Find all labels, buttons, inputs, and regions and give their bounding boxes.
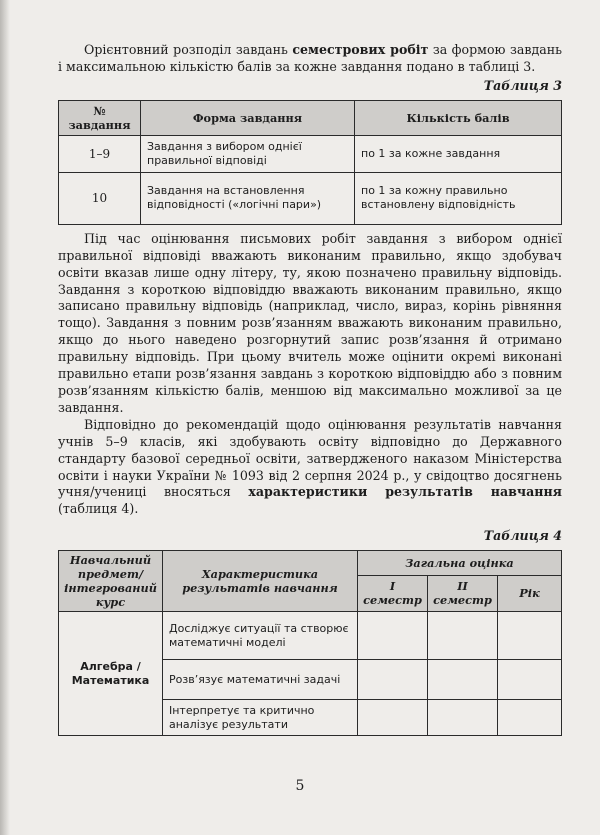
table3-cell-number: 1–9 bbox=[59, 135, 141, 172]
table-row bbox=[59, 135, 562, 172]
table4-characteristic-cell: Розв’язує математичні задачі bbox=[163, 660, 358, 700]
table3 bbox=[58, 100, 562, 225]
table4-grade-cell bbox=[358, 660, 428, 700]
table3-header-points: Кількість балів bbox=[355, 100, 562, 135]
table4-grade-cell bbox=[498, 660, 562, 700]
page-edge-shadow bbox=[0, 0, 10, 835]
paragraph-recommendations: Відповідно до рекомендацій щодо оцінювання результатів навчання учнів 5–9 класів, які здобувають освіту відповідно до Державного стандарту базової середньої освіти, затвердженого наказом Міністерства освіти і науки України № 1093 від 2 серпня 2024 р., у свідоцтво досягнень учня/учениці вносяться характеристики результатів навчання (таблиця 4). bbox=[58, 416, 562, 517]
table-row bbox=[59, 172, 562, 224]
table3-header-form: Форма завдання bbox=[141, 100, 355, 135]
paragraph-grading: Під час оцінювання письмових робіт завдання з вибором однієї правильної відповіді вважають виконаним правильно, якщо здобувач освіти вказав лише одну літеру, ту, якою позначено правильну відповідь. Завдання з короткою відповіддю вважають виконаним правильно, якщо записано правильну відповідь (наприклад, число, вираз, корінь рівняння тощо). Завдання з повним розв’язанням вважають виконаним правильно, якщо до нього наведено розгорнутий запис розв’язання й отримано правильну відповідь. При цьому вчитель може оцінити окремі виконані правильно етапи розв’язання завдань з короткою відповіддю або з повним розв’язанням кількістю балів, меншою від максимально можливої за це завдання. bbox=[58, 230, 562, 415]
table4-grade-cell bbox=[428, 612, 498, 660]
table4 bbox=[58, 550, 562, 736]
table4-characteristic-cell: Досліджує ситуації та створює математичні моделі bbox=[163, 612, 358, 660]
table4-header-subject: Навчальний предмет/ інтегрований курс bbox=[59, 551, 163, 612]
table4-grade-cell bbox=[358, 612, 428, 660]
table4-grade-cell bbox=[498, 612, 562, 660]
table4-grade-cell bbox=[358, 700, 428, 736]
table3-cell-points: по 1 за кожне завдання bbox=[355, 135, 562, 172]
document-page bbox=[58, 42, 562, 736]
table-row bbox=[59, 612, 562, 660]
table3-cell-form: Завдання з вибором однієї правильної відповіді bbox=[141, 135, 355, 172]
table4-header-sem2: II семестр bbox=[428, 575, 498, 612]
table3-cell-form: Завдання на встановлення відповідності («логічні пари») bbox=[141, 172, 355, 224]
table4-header-sem1: I семестр bbox=[358, 575, 428, 612]
table3-cell-points: по 1 за кожну правильно встановлену відповідність bbox=[355, 172, 562, 224]
table3-caption: Таблиця 3 bbox=[483, 77, 562, 93]
table4-grade-cell bbox=[428, 700, 498, 736]
table3-header-number: № завдання bbox=[59, 100, 141, 135]
table3-cell-number: 10 bbox=[59, 172, 141, 224]
intro-paragraph: Орієнтовний розподіл завдань семестрових робіт за формою завдань і максимальною кількістю балів за кожне завдання подано в таблиці 3. bbox=[58, 42, 562, 74]
table4-grade-cell bbox=[498, 700, 562, 736]
table4-caption: Таблиця 4 bbox=[483, 528, 562, 544]
table4-header-total: Загальна оцінка bbox=[358, 551, 562, 575]
page-number: 5 bbox=[295, 778, 305, 794]
table4-header-year: Рік bbox=[498, 575, 562, 612]
table4-characteristic-cell: Інтерпретує та критично аналізує результати bbox=[163, 700, 358, 736]
table4-header-characteristic: Характеристика результатів навчання bbox=[163, 551, 358, 612]
table4-subject-cell: Алгебра / Математика bbox=[59, 612, 163, 736]
table4-grade-cell bbox=[428, 660, 498, 700]
